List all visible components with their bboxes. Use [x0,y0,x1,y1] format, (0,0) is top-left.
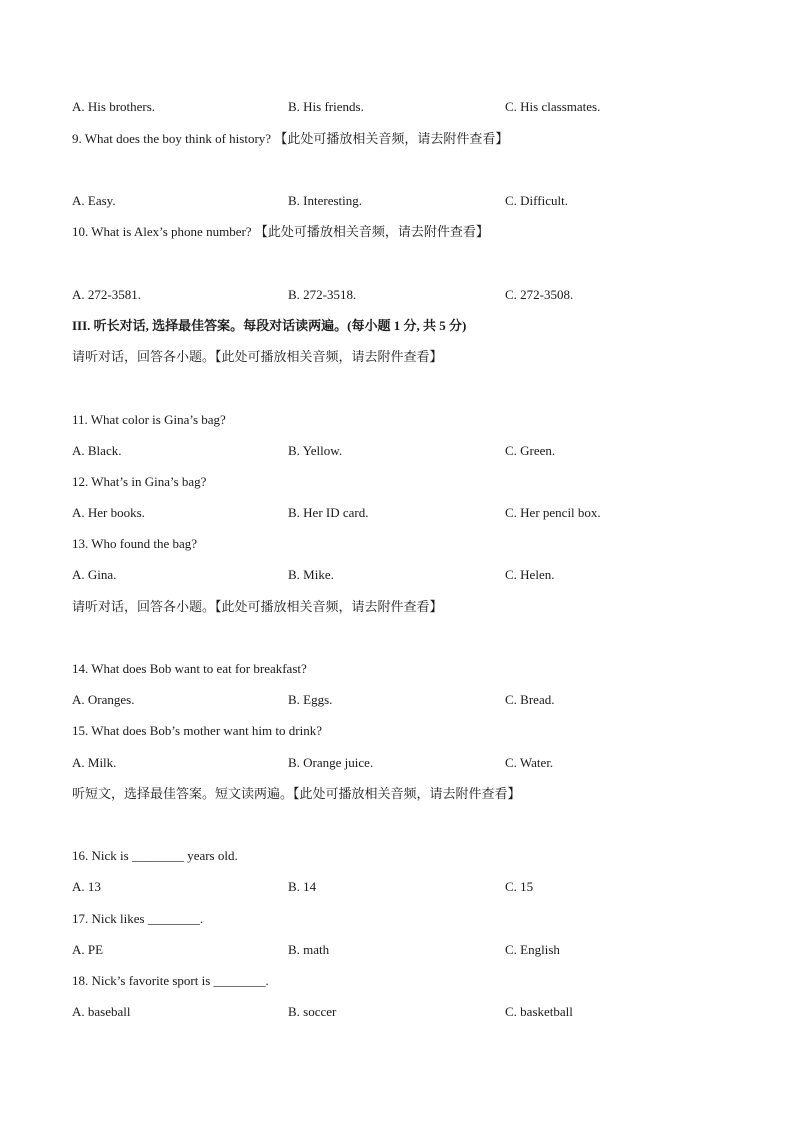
q15-option-a: A. Milk. [72,755,117,770]
q15-option-c: C. Water. [505,755,554,770]
q18-option-b: B. soccer [288,1004,337,1019]
q17-option-c: C. English [505,942,560,957]
q10-option-a: A. 272-3581. [72,287,141,302]
q12-text: 12. What’s in Gina’s bag? [72,474,207,489]
section-3-heading: III. 听长对话, 选择最佳答案。每段对话读两遍。(每小题 1 分, 共 5 分) [72,318,467,333]
q17-text: 17. Nick likes ________. [72,911,204,926]
q18-option-c: C. basketball [505,1004,573,1019]
q15-text: 15. What does Bob’s mother want him to drink? [72,723,322,738]
q18-text: 18. Nick’s favorite sport is ________. [72,973,269,988]
q8-option-a: A. His brothers. [72,99,156,114]
q18-option-a: A. baseball [72,1004,131,1019]
q11-option-b: B. Yellow. [288,443,343,458]
q16-option-a: A. 13 [72,879,101,894]
q9-option-a: A. Easy. [72,193,116,208]
q11-option-c: C. Green. [505,443,556,458]
q17-option-a: A. PE [72,942,104,957]
q13-option-c: C. Helen. [505,567,555,582]
dialog-2-instruction: 请听对话，回答各小题。【此处可播放相关音频，请去附件查看】 [72,599,443,614]
q14-option-a: A. Oranges. [72,692,135,707]
q17-option-b: B. math [288,942,330,957]
q8-option-b: B. His friends. [288,99,364,114]
q10-option-b: B. 272-3518. [288,287,357,302]
passage-instruction: 听短文，选择最佳答案。短文读两遍。【此处可播放相关音频，请去附件查看】 [72,786,521,801]
q12-option-b: B. Her ID card. [288,505,369,520]
q12-option-a: A. Her books. [72,505,145,520]
q13-text: 13. Who found the bag? [72,536,198,551]
q13-option-a: A. Gina. [72,567,117,582]
q9-option-b: B. Interesting. [288,193,363,208]
q12-option-c: C. Her pencil box. [505,505,601,520]
q11-option-a: A. Black. [72,443,122,458]
q11-text: 11. What color is Gina’s bag? [72,412,226,427]
q14-text: 14. What does Bob want to eat for breakfast? [72,661,307,676]
q10-text: 10. What is Alex’s phone number? 【此处可播放相关音频，请去附件查看】 [72,224,489,239]
q8-option-c: C. His classmates. [505,99,601,114]
q15-option-b: B. Orange juice. [288,755,374,770]
q16-text: 16. Nick is ________ years old. [72,848,238,863]
q16-option-b: B. 14 [288,879,317,894]
q14-option-c: C. Bread. [505,692,555,707]
q9-option-c: C. Difficult. [505,193,568,208]
q10-option-c: C. 272-3508. [505,287,574,302]
q9-text: 9. What does the boy think of history? 【此处可播放相关音频，请去附件查看】 [72,131,509,146]
dialog-1-instruction: 请听对话，回答各小题。【此处可播放相关音频，请去附件查看】 [72,349,443,364]
q13-option-b: B. Mike. [288,567,334,582]
q14-option-b: B. Eggs. [288,692,333,707]
q16-option-c: C. 15 [505,879,534,894]
